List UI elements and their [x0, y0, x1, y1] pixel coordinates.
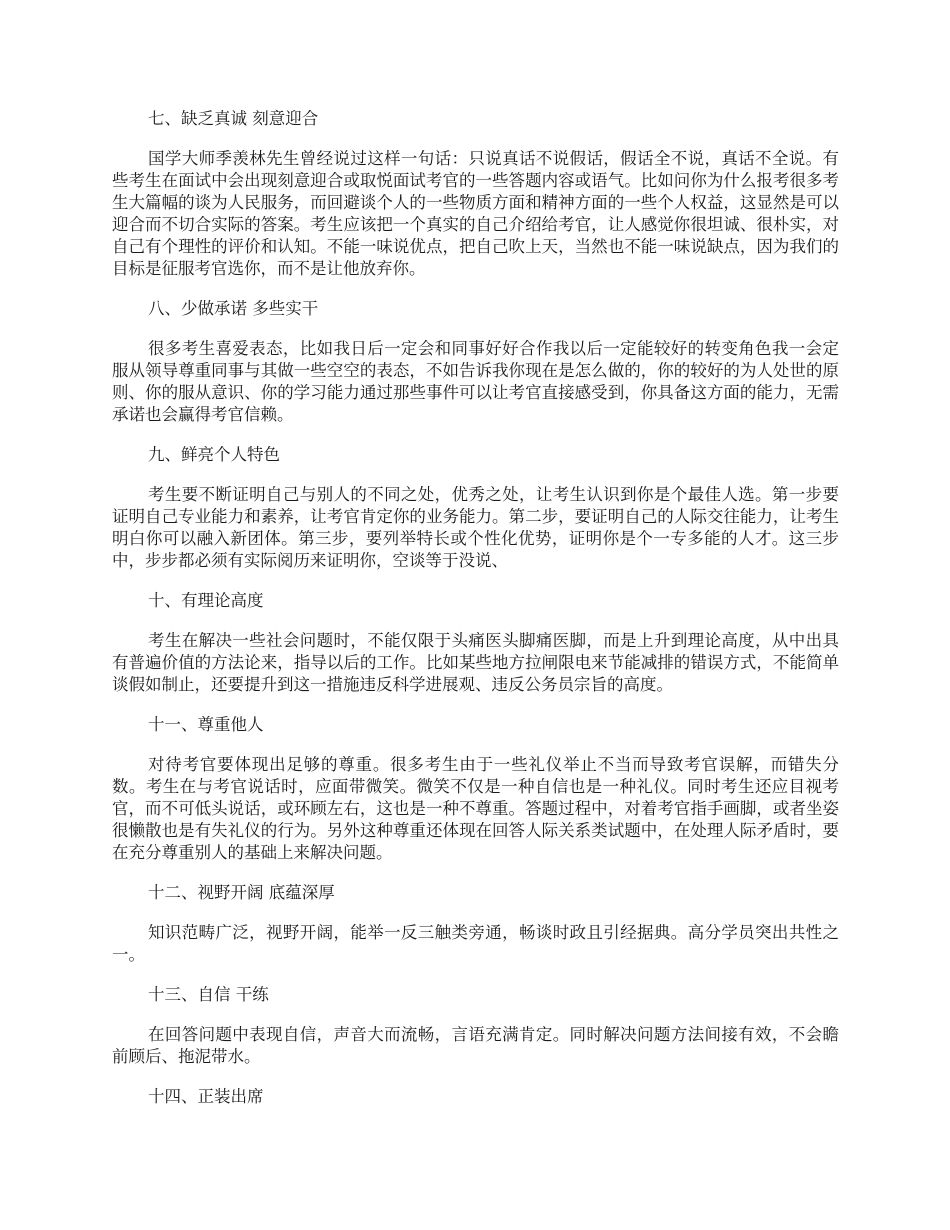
section-heading-13: 十三、自信 干练 — [148, 985, 269, 1004]
section-body-13: 在回答问题中表现自信，声音大而流畅，言语充满肯定。同时解决问题方法间接有效，不会瞻前顾后、拖泥带水。 — [112, 1025, 839, 1066]
section-body-11: 对待考官要体现出足够的尊重。很多考生由于一些礼仪举止不当而导致考官误解，而错失分数。考生在与考官说话时，应面带微笑。微笑不仅是一种自信也是一种礼仪。同时考生还应目视考官，而不可低头说话，或环顾左右，这也是一种不尊重。答题过程中，对着考官指手画脚，或者坐姿很懒散也是有失礼仪的行为。另外这种尊重还体现在回答人际关系类试题中，在处理人际矛盾时，要在充分尊重别人的基础上来解决问题。 — [112, 755, 839, 862]
section-body-8: 很多考生喜爱表态，比如我日后一定会和同事好好合作我以后一定能较好的转变角色我一会定服从领导尊重同事与其做一些空空的表态，不如告诉我你现在是怎么做的，你的较好的为人处世的原则、你的服从意识、你的学习能力通过那些事件可以让考官直接感受到，你具备这方面的能力，无需承诺也会赢得考官信赖。 — [112, 339, 839, 424]
section-heading-10: 十、有理论高度 — [148, 591, 264, 610]
section-heading-14: 十四、正装出席 — [148, 1087, 264, 1106]
section-heading-12: 十二、视野开阔 底蕴深厚 — [148, 883, 335, 902]
section-body-7: 国学大师季羡林先生曾经说过这样一句话：只说真话不说假话，假话全不说，真话不全说。有些考生在面试中会出现刻意迎合或取悦面试考官的一些答题内容或语气。比如问你为什么报考很多考生大篇幅的谈为人民服务，而回避谈个人的一些物质方面和精神方面的一些个人权益，这显然是可以迎合而不切合实际的答案。考生应该把一个真实的自己介绍给考官，让人感觉你很坦诚、很朴实，对自己有个理性的评价和认知。不能一味说优点，把自己吹上天，当然也不能一味说缺点，因为我们的目标是征服考官选你，而不是让他放弃你。 — [112, 149, 839, 278]
document-page — [112, 108, 839, 1126]
section-heading-9: 九、鲜亮个人特色 — [148, 445, 280, 464]
section-body-9: 考生要不断证明自己与别人的不同之处，优秀之处，让考生认识到你是个最佳人选。第一步要证明自己专业能力和素养，让考官肯定你的业务能力。第二步，要证明自己的人际交往能力，让考生明白你可以融入新团体。第三步，要列举特长或个性化优势，证明你是个一专多能的人才。这三步中，步步都必须有实际阅历来证明你，空谈等于没说、 — [112, 485, 839, 570]
section-heading-8: 八、少做承诺 多些实干 — [148, 299, 319, 318]
section-heading-7: 七、缺乏真诚 刻意迎合 — [148, 109, 319, 128]
section-body-10: 考生在解决一些社会问题时，不能仅限于头痛医头脚痛医脚，而是上升到理论高度，从中出具有普遍价值的方法论来，指导以后的工作。比如某些地方拉闸限电来节能减排的错误方式，不能简单谈假如制止，还要提升到这一措施违反科学进展观、违反公务员宗旨的高度。 — [112, 631, 839, 694]
section-heading-11: 十一、尊重他人 — [148, 715, 264, 734]
section-body-12: 知识范畴广泛，视野开阔，能举一反三触类旁通，畅谈时政且引经据典。高分学员突出共性之一。 — [112, 923, 839, 964]
